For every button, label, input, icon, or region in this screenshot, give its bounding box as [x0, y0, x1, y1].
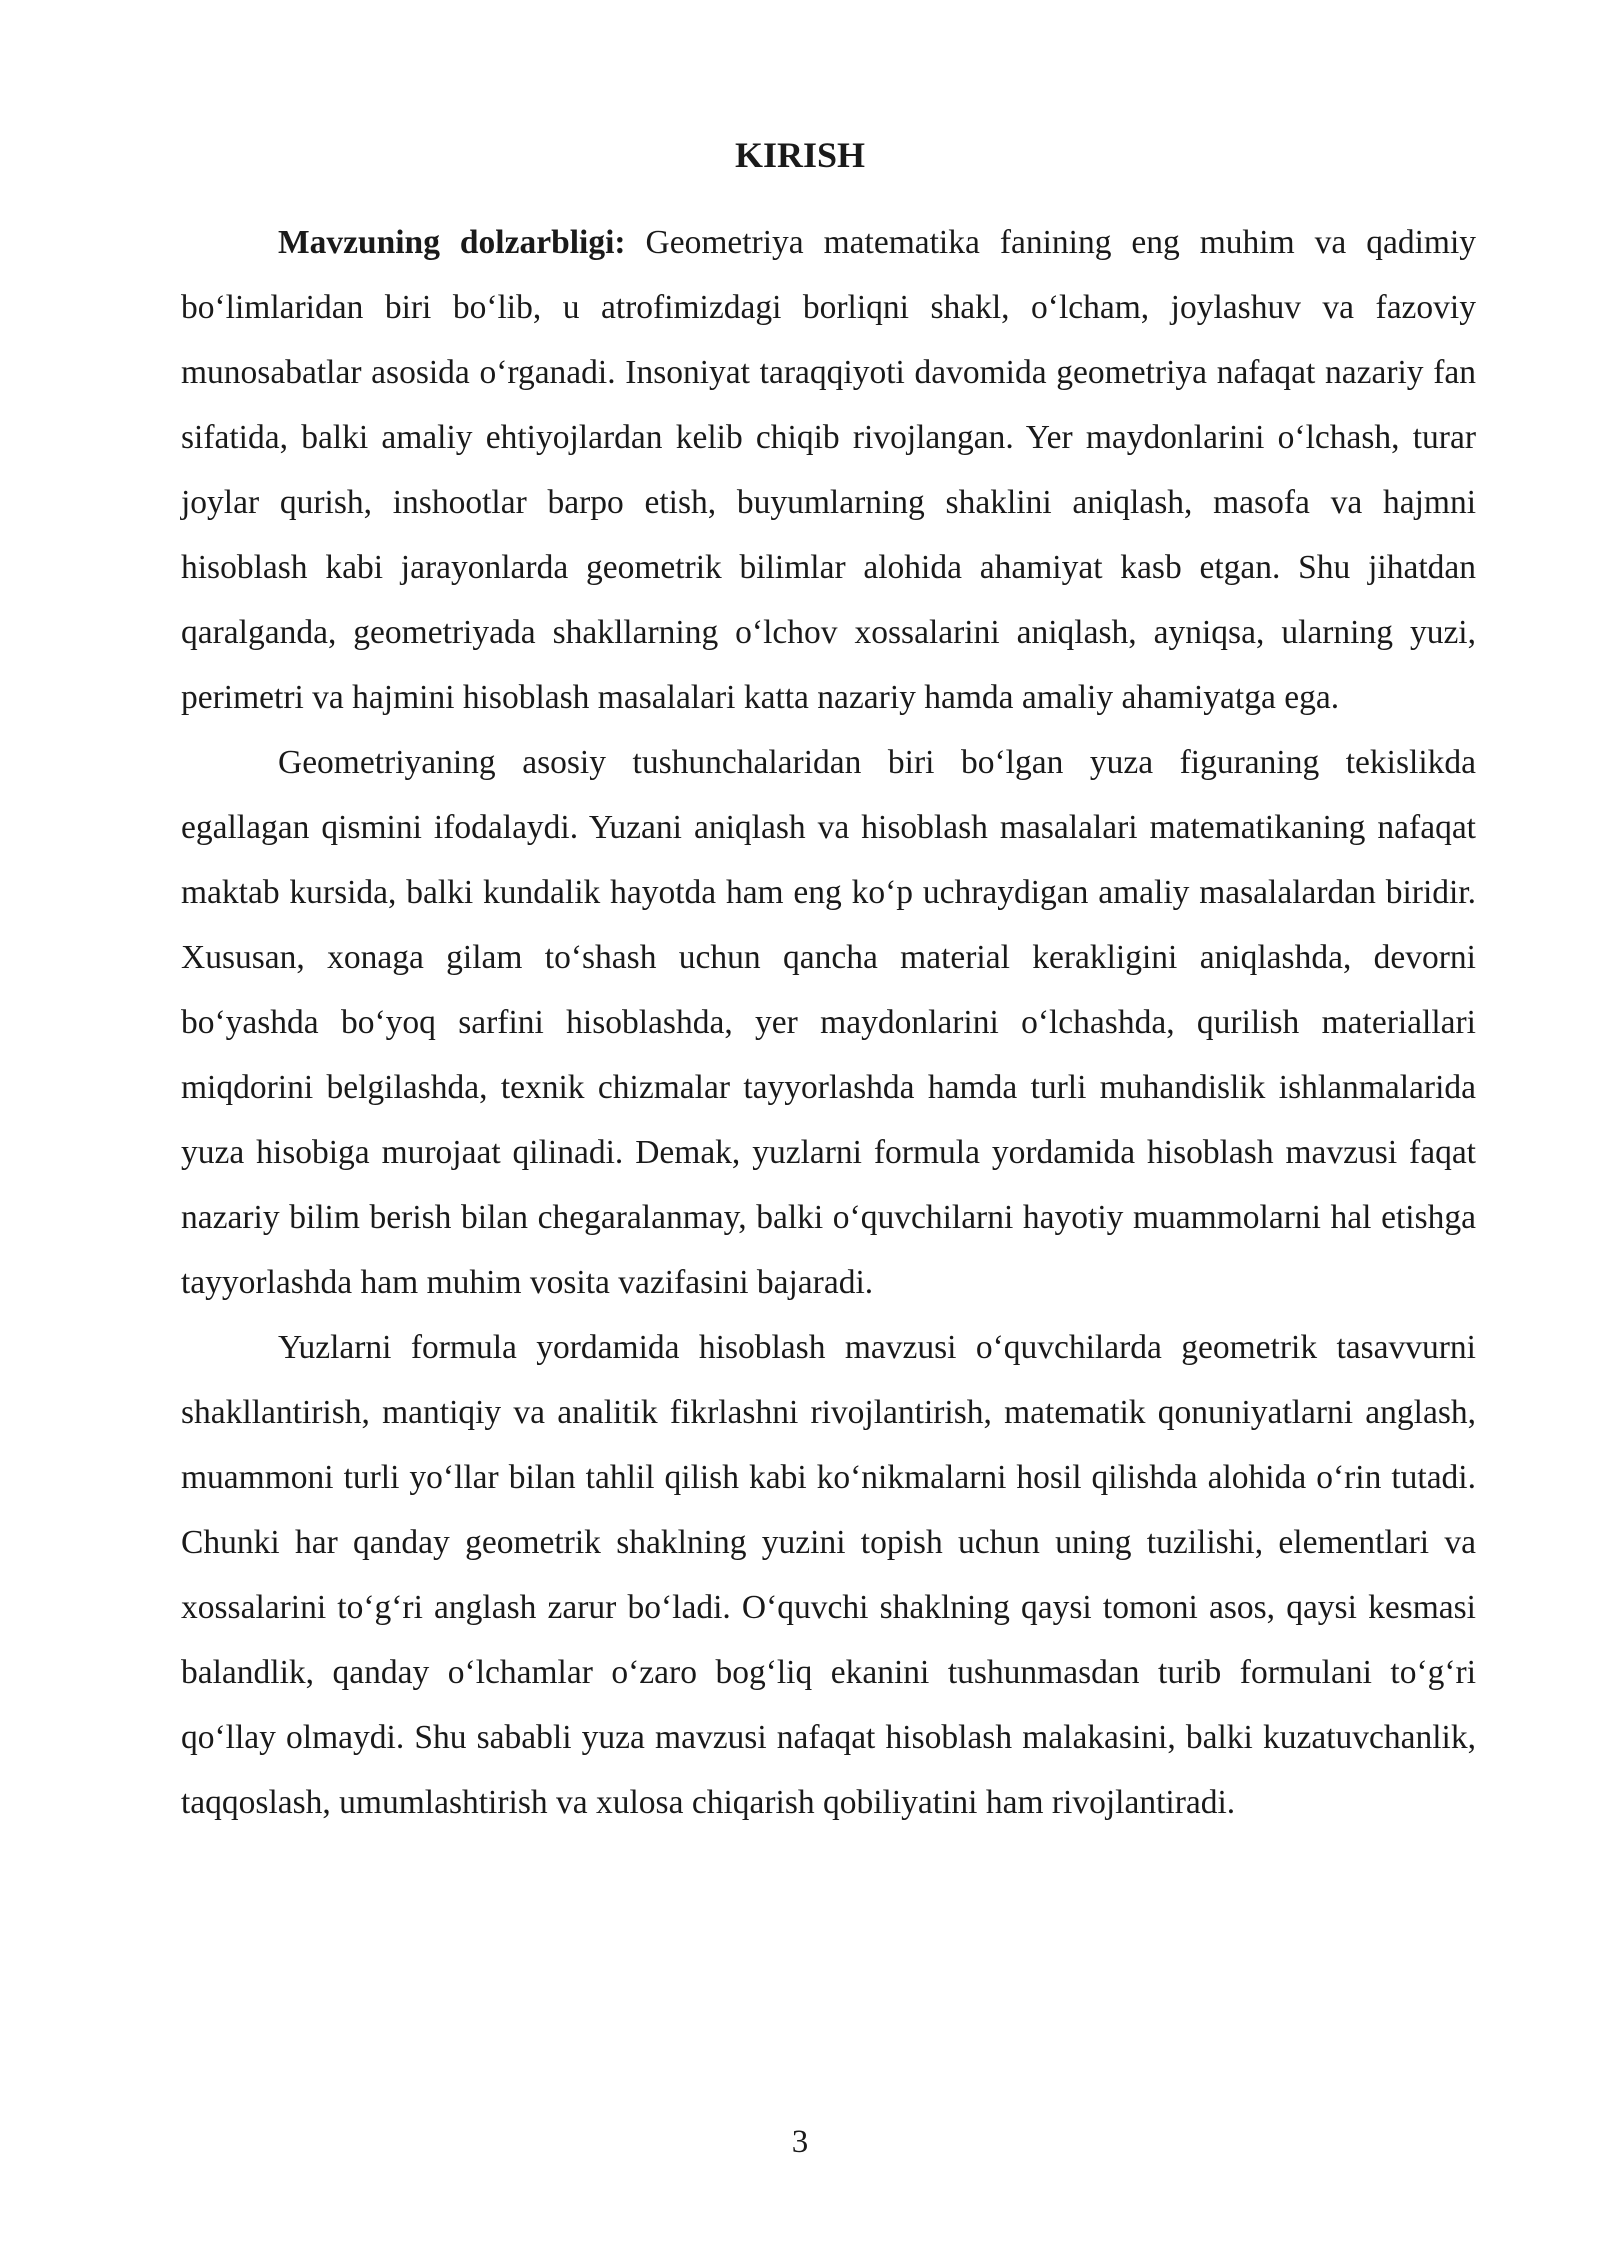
- paragraph-area-concept: [181, 730, 1476, 1315]
- paragraph-text: Yuzlarni formula yordamida hisoblash mavzusi oʻquvchilarda geometrik tasavvurni shakllantirish, mantiqiy va analitik fikrlashni rivojlantirish, matematik qonuniyatlarni anglash, muammoni turli yoʻllar bilan tahlil qilish kabi koʻnikmalarni hosil qilishda alohida oʻrin tutadi. Chunki har qanday geometrik shaklning yuzini topish uchun uning tuzilishi, elementlari va xossalarini toʻgʻri anglash zarur boʻladi. Oʻquvchi shaklning qaysi tomoni asos, qaysi kesmasi balandlik, qanday oʻlchamlar oʻzaro bogʻliq ekanini tushunmasdan turib formulani toʻgʻri qoʻllay olmaydi. Shu sababli yuza mavzusi nafaqat hisoblash malakasini, balki kuzatuvchanlik, taqqoslash, umumlashtirish va xulosa chiqarish qobiliyatini ham rivojlantiradi.: [181, 1329, 1476, 1821]
- paragraph-skills: [181, 1315, 1476, 1835]
- paragraph-text: Geometriyaning asosiy tushunchalaridan biri boʻlgan yuza figuraning tekislikda egallagan qismini ifodalaydi. Yuzani aniqlash va hisoblash masalalari matematikaning nafaqat maktab kursida, balki kundalik hayotda ham eng koʻp uchraydigan amaliy masalalardan biridir. Xususan, xonaga gilam toʻshash uchun qancha material kerakligini aniqlashda, devorni boʻyashda boʻyoq sarfini hisoblashda, yer maydonlarini oʻlchashda, qurilish materiallari miqdorini belgilashda, texnik chizmalar tayyorlashda hamda turli muhandislik ishlanmalarida yuza hisobiga murojaat qilinadi. Demak, yuzlarni formula yordamida hisoblash mavzusi faqat nazariy bilim berish bilan chegaralanmay, balki oʻquvchilarni hayotiy muammolarni hal etishga tayyorlashda ham muhim vosita vazifasini bajaradi.: [181, 744, 1476, 1301]
- paragraph-lead: Mavzuning dolzarbligi:: [278, 224, 626, 261]
- page-heading: KIRISH: [734, 135, 866, 175]
- paragraph-text: Geometriya matematika fanining eng muhim va qadimiy boʻlimlaridan biri boʻlib, u atrofimizdagi borliqni shakl, oʻlcham, joylashuv va fazoviy munosabatlar asosida oʻrganadi. Insoniyat taraqqiyoti davomida geometriya nafaqat nazariy fan sifatida, balki amaliy ehtiyojlardan kelib chiqib rivojlangan. Yer maydonlarini oʻlchash, turar joylar qurish, inshootlar barpo etish, buyumlarning shaklini aniqlash, masofa va hajmni hisoblash kabi jarayonlarda geometrik bilimlar alohida ahamiyat kasb etgan. Shu jihatdan qaralganda, geometriyada shakllarning oʻlchov xossalarini aniqlash, ayniqsa, ularning yuzi, perimetri va hajmini hisoblash masalalari katta nazariy hamda amaliy ahamiyatga ega.: [181, 224, 1477, 716]
- page-number: 3: [791, 2124, 809, 2160]
- paragraph-relevance: [181, 210, 1476, 730]
- body-text: [181, 210, 1476, 1835]
